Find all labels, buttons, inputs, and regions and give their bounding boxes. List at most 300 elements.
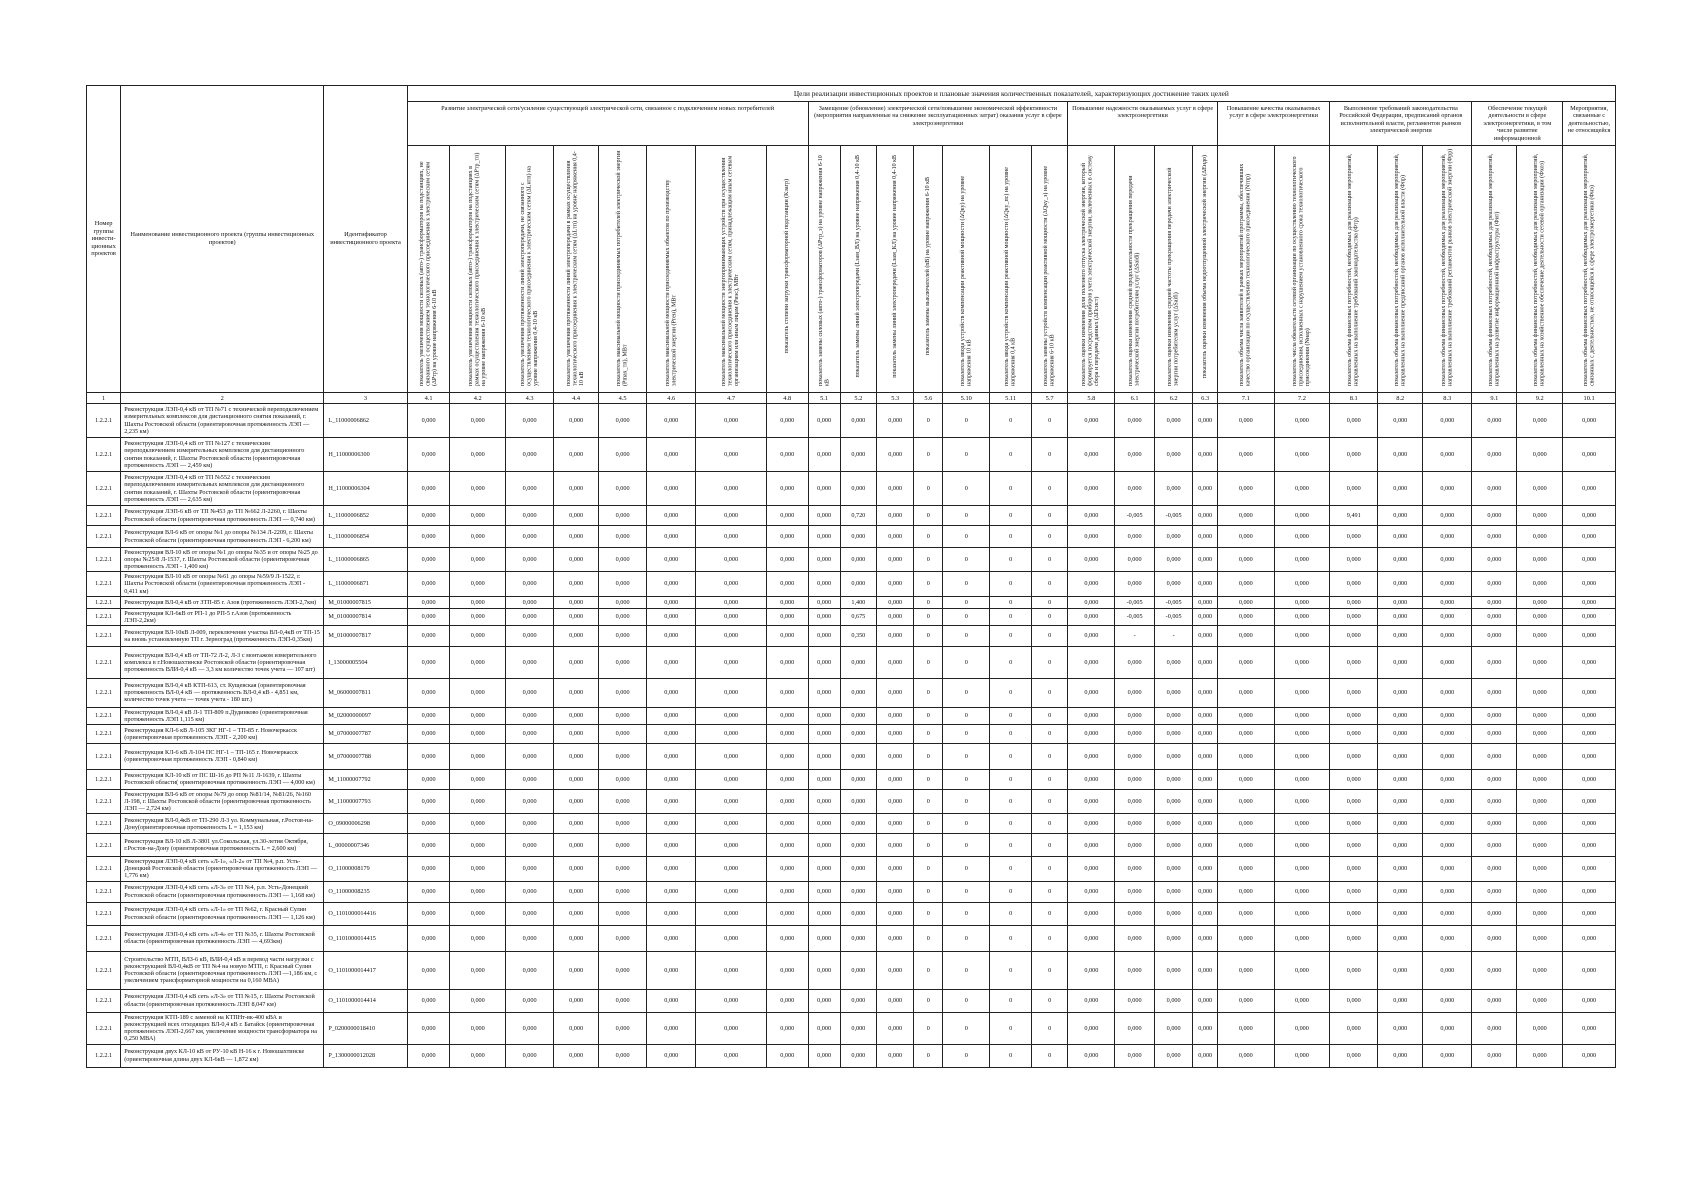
row-value: 0,000 bbox=[1378, 834, 1423, 857]
row-value: 0 bbox=[1031, 1044, 1067, 1067]
row-value: 0,000 bbox=[696, 989, 767, 1012]
row-value: 0,000 bbox=[1330, 596, 1378, 608]
row-value: 0,000 bbox=[1217, 526, 1274, 548]
column-header-text: показатель объема числа заявителей в рамках мероприятий программы, обеспечивших качество организации по осуществлению технологического присоединения (Nтпр) bbox=[1239, 163, 1252, 386]
row-value: 0,000 bbox=[1217, 769, 1274, 789]
column-number: 5.1 bbox=[808, 393, 840, 404]
column-number: 10.1 bbox=[1563, 393, 1616, 404]
row-value: 0,000 bbox=[1274, 625, 1330, 646]
column-number: 4.2 bbox=[450, 393, 506, 404]
table-row bbox=[87, 1044, 1616, 1067]
row-project-name: Реконструкция ВЛ-0,4 кВ от ЗТП-85 г. Азов (протяженность ЛЭП-2,7км) bbox=[121, 596, 324, 608]
row-value: 0,000 bbox=[840, 548, 876, 572]
row-value: 0,000 bbox=[696, 743, 767, 769]
row-value: 0,000 bbox=[1472, 834, 1517, 857]
row-value: 0,000 bbox=[1274, 678, 1330, 707]
row-project-name: Реконструкция ЛЭП-0,4 кВ сеть «Л-3» от ТП №4, р.п. Усть-Донецкий Ростовской области (ориентировочная протяженность ЛЭП — 1,168 км) bbox=[121, 881, 324, 902]
row-value: 0,000 bbox=[1193, 548, 1218, 572]
row-value: 0,000 bbox=[450, 881, 506, 902]
header-project-id: Идентификатор инвестиционного проекта bbox=[324, 86, 407, 393]
row-value: 0,000 bbox=[450, 548, 506, 572]
column-header bbox=[943, 146, 990, 393]
column-header bbox=[1517, 146, 1563, 393]
row-value: 0,000 bbox=[1193, 1012, 1218, 1044]
row-value: 0,000 bbox=[1517, 548, 1563, 572]
row-value: 0,000 bbox=[1423, 925, 1472, 951]
column-header-text: показатель замены силовых (авто-) трансформаторов (ΔPтр_з) на уровне напряжения 6-10 кВ bbox=[817, 154, 831, 386]
row-value: 0,000 bbox=[407, 857, 450, 881]
row-value: 0,000 bbox=[1378, 625, 1423, 646]
row-value: 0,000 bbox=[1274, 608, 1330, 625]
row-project-id: M_11000007792 bbox=[324, 769, 407, 789]
row-group-number: 1.2.2.1 bbox=[87, 608, 121, 625]
row-value: 0,000 bbox=[506, 881, 554, 902]
row-value: 0,000 bbox=[1115, 707, 1155, 724]
row-value: 0,000 bbox=[1517, 902, 1563, 925]
row-value: 0,675 bbox=[840, 608, 876, 625]
row-value: 0,000 bbox=[1517, 625, 1563, 646]
row-value: 0,000 bbox=[1517, 724, 1563, 743]
row-value: 0,000 bbox=[1378, 438, 1423, 472]
row-value: 0,000 bbox=[1193, 608, 1218, 625]
row-project-id: O_1101000014416 bbox=[324, 902, 407, 925]
row-value: 0,000 bbox=[1472, 572, 1517, 596]
row-value: 0,000 bbox=[407, 472, 450, 506]
column-header-text: показатель объема финансовых потребностей, необходимых для реализации мероприятий, направленных на хозяйственное обеспечение деятельности сетевой организации (Фхоз) bbox=[1533, 153, 1546, 386]
row-value: 0,000 bbox=[808, 404, 840, 438]
row-value: 0,000 bbox=[766, 769, 808, 789]
row-value: 0,000 bbox=[1330, 769, 1378, 789]
row-value: 0,000 bbox=[599, 404, 647, 438]
row-value: 0,000 bbox=[1193, 724, 1218, 743]
row-value: 0,000 bbox=[840, 438, 876, 472]
row-value: 0,000 bbox=[876, 548, 913, 572]
row-value: 0,000 bbox=[1115, 743, 1155, 769]
row-project-id: M_07000007788 bbox=[324, 743, 407, 769]
row-value: 0,000 bbox=[696, 625, 767, 646]
row-project-id: L_00000007346 bbox=[324, 834, 407, 857]
row-project-name: Реконструкция ЛЭП-0,4 кВ сеть «Л-3» от ТП №15, г. Шахты Ростовской области (ориентировочная протяженность ЛЭП 8,047 км) bbox=[121, 989, 324, 1012]
row-value: 0,000 bbox=[1423, 789, 1472, 813]
row-value: 0,000 bbox=[1115, 814, 1155, 834]
row-value: 0,000 bbox=[1217, 548, 1274, 572]
row-value: 0 bbox=[990, 625, 1032, 646]
row-value: 0,000 bbox=[1378, 548, 1423, 572]
row-value: 0,000 bbox=[599, 646, 647, 678]
row-value: 0,000 bbox=[1193, 834, 1218, 857]
table-row bbox=[87, 857, 1616, 881]
row-value: 0 bbox=[914, 596, 943, 608]
column-number: 5.6 bbox=[914, 393, 943, 404]
column-number: 4.6 bbox=[647, 393, 696, 404]
row-value: 9,491 bbox=[1330, 506, 1378, 526]
row-value: 0,000 bbox=[1154, 1044, 1192, 1067]
row-value: 0,000 bbox=[1378, 881, 1423, 902]
row-project-name: Реконструкция ВЛ-0,4 кВ КТП-613, ст. Кущевская (ориентировочная протяженность ВЛ-0,4 кВ — протяженность ВЛ-0,4 кВ - 4,851 км, количество точек учета — точек учета - 180 шт.) bbox=[121, 678, 324, 707]
row-value: 0,000 bbox=[554, 678, 599, 707]
row-value: 0,000 bbox=[450, 596, 506, 608]
row-value: 0,000 bbox=[1154, 572, 1192, 596]
column-number: 5.11 bbox=[990, 393, 1032, 404]
row-value: 0,000 bbox=[1115, 1012, 1155, 1044]
row-value: 0,000 bbox=[1378, 743, 1423, 769]
column-header bbox=[554, 146, 599, 393]
row-value: 0,000 bbox=[1472, 548, 1517, 572]
row-value: 0,000 bbox=[1274, 526, 1330, 548]
row-value: 0,000 bbox=[1563, 548, 1616, 572]
investment-table bbox=[86, 85, 1616, 1068]
row-value: 0,000 bbox=[1274, 572, 1330, 596]
row-value: 0,000 bbox=[1517, 404, 1563, 438]
row-value: 0,000 bbox=[1154, 404, 1192, 438]
row-value: 0,000 bbox=[876, 608, 913, 625]
row-value: 0,000 bbox=[407, 404, 450, 438]
row-project-id: M_07000007787 bbox=[324, 724, 407, 743]
row-value: 0,000 bbox=[1472, 724, 1517, 743]
row-value: 0,000 bbox=[1193, 526, 1218, 548]
row-value: 0,000 bbox=[1154, 834, 1192, 857]
row-project-id: L_11000006854 bbox=[324, 526, 407, 548]
column-header bbox=[1472, 146, 1517, 393]
row-project-id: P_0200000018410 bbox=[324, 1012, 407, 1044]
column-header-text: показатель объема финансовых потребностей, необходимых для реализации мероприятий, связанных с деятельностью, не относящейся к сфере электроэнергетики (Фнэ) bbox=[1582, 153, 1596, 386]
row-value: 0,000 bbox=[1154, 925, 1192, 951]
row-value: 0,000 bbox=[1330, 646, 1378, 678]
row-value: 0,000 bbox=[407, 548, 450, 572]
row-value: 0,000 bbox=[1217, 881, 1274, 902]
row-value: 0,000 bbox=[1217, 707, 1274, 724]
row-value: 0,000 bbox=[554, 572, 599, 596]
row-value: 0,000 bbox=[407, 789, 450, 813]
table-row bbox=[87, 902, 1616, 925]
row-value: 0,000 bbox=[1274, 814, 1330, 834]
row-value: 0,000 bbox=[1563, 506, 1616, 526]
row-value: 0 bbox=[990, 902, 1032, 925]
row-value: 0,000 bbox=[840, 814, 876, 834]
row-value: 0,000 bbox=[1115, 472, 1155, 506]
row-value: 0,000 bbox=[506, 646, 554, 678]
row-value: 0,000 bbox=[808, 989, 840, 1012]
row-value: 0,000 bbox=[1330, 724, 1378, 743]
row-value: 0,000 bbox=[599, 608, 647, 625]
row-value: 0,000 bbox=[450, 707, 506, 724]
row-value: 0 bbox=[914, 646, 943, 678]
column-header bbox=[696, 146, 767, 393]
row-value: 0 bbox=[943, 625, 990, 646]
row-value: 0,000 bbox=[599, 743, 647, 769]
row-value: 0,000 bbox=[407, 724, 450, 743]
row-value: 0,000 bbox=[1423, 857, 1472, 881]
row-value: 0,000 bbox=[1068, 989, 1115, 1012]
row-value: 0,000 bbox=[1378, 596, 1423, 608]
row-value: 0 bbox=[1031, 814, 1067, 834]
row-value: 0,000 bbox=[808, 1044, 840, 1067]
row-value: 0,000 bbox=[1193, 881, 1218, 902]
column-header-text: показатель увеличения мощности силовых (авто-) трансформаторов на подстанциях в рамках осуществления технологического присоединения к электрическим сетям (ΔPтр_тп) на уровне напряжения 6-10 кВ bbox=[467, 152, 488, 386]
row-value: 0,000 bbox=[876, 646, 913, 678]
row-value: 0,000 bbox=[1378, 769, 1423, 789]
row-value: 0 bbox=[990, 472, 1032, 506]
row-value: 0,000 bbox=[1274, 472, 1330, 506]
row-value: 0,000 bbox=[1115, 404, 1155, 438]
row-value: 0 bbox=[990, 724, 1032, 743]
row-value: 0,000 bbox=[647, 769, 696, 789]
row-value: 0,000 bbox=[407, 834, 450, 857]
table-row bbox=[87, 925, 1616, 951]
row-value: 0,000 bbox=[1115, 526, 1155, 548]
row-value: 0,000 bbox=[876, 526, 913, 548]
row-value: 0,000 bbox=[450, 951, 506, 989]
row-value: 0,000 bbox=[647, 789, 696, 813]
row-value: 0,000 bbox=[1193, 572, 1218, 596]
row-value: 0,000 bbox=[1517, 678, 1563, 707]
row-value: 0,000 bbox=[876, 989, 913, 1012]
row-value: 0,000 bbox=[1217, 506, 1274, 526]
row-value: 0,000 bbox=[766, 572, 808, 596]
row-value: 0,000 bbox=[647, 596, 696, 608]
row-value: 0 bbox=[943, 404, 990, 438]
row-value: 0,000 bbox=[808, 789, 840, 813]
row-project-name: Реконструкция ВЛ-6 кВ от опоры №1 до опоры №134 Л-2209, г. Шахты Ростовской области (ориентировочная протяженность ЛЭП - 6,200 км) bbox=[121, 526, 324, 548]
row-value: 0,350 bbox=[840, 625, 876, 646]
row-value: 0,000 bbox=[1193, 925, 1218, 951]
row-value: 0,000 bbox=[506, 724, 554, 743]
row-value: 0,000 bbox=[554, 506, 599, 526]
row-project-name: Реконструкция КТП-189 с заменой на КТПНт-вк-400 кВА и реконструкцией всех отходящих ВЛ-0,4 кВ г. Батайск (ориентировочная протяженность ЛЭП-2,667 км, увеличение мощности трансформатора на 0,250 МВА) bbox=[121, 1012, 324, 1044]
row-value: 0,000 bbox=[647, 951, 696, 989]
row-value: 0,000 bbox=[554, 989, 599, 1012]
row-value: 0,000 bbox=[1563, 769, 1616, 789]
row-value: 0,000 bbox=[876, 789, 913, 813]
row-value: 0,000 bbox=[1563, 789, 1616, 813]
row-value: 0,000 bbox=[876, 678, 913, 707]
column-header bbox=[1068, 146, 1115, 393]
row-value: 0,000 bbox=[1517, 951, 1563, 989]
row-project-name: Реконструкция ВЛ-10 кВ Л-3801 ул.Сокольская, ул.30-летия Октября, г.Ростов-на-Дону (ориентировочная протяженность L = 2,600 км) bbox=[121, 834, 324, 857]
row-group-number: 1.2.2.1 bbox=[87, 625, 121, 646]
row-value: 0,000 bbox=[554, 814, 599, 834]
row-value: 0,000 bbox=[1472, 646, 1517, 678]
row-value: 0,000 bbox=[1068, 834, 1115, 857]
row-value: 0,000 bbox=[450, 438, 506, 472]
column-number: 5.2 bbox=[840, 393, 876, 404]
row-value: 0,000 bbox=[1423, 608, 1472, 625]
column-header bbox=[876, 146, 913, 393]
row-value: 0,000 bbox=[1472, 404, 1517, 438]
row-value: 0,000 bbox=[1068, 743, 1115, 769]
row-value: 0,000 bbox=[766, 989, 808, 1012]
row-value: 0,000 bbox=[808, 857, 840, 881]
row-value: 0,000 bbox=[1330, 548, 1378, 572]
row-value: 0,000 bbox=[450, 506, 506, 526]
row-value: 0 bbox=[943, 526, 990, 548]
row-value: 0,000 bbox=[696, 925, 767, 951]
row-value: 0,000 bbox=[876, 814, 913, 834]
row-value: 0,000 bbox=[1193, 438, 1218, 472]
row-value: 0,000 bbox=[696, 724, 767, 743]
row-value: 0,000 bbox=[554, 608, 599, 625]
row-value: 0,000 bbox=[554, 925, 599, 951]
row-value: 0,000 bbox=[506, 608, 554, 625]
row-value: 0 bbox=[943, 881, 990, 902]
row-value: 0 bbox=[1031, 548, 1067, 572]
row-value: 0 bbox=[914, 989, 943, 1012]
row-value: 0,000 bbox=[1517, 608, 1563, 625]
row-value: 0,000 bbox=[1517, 526, 1563, 548]
row-value: 0 bbox=[943, 814, 990, 834]
row-value: 0,000 bbox=[808, 438, 840, 472]
row-value: 0 bbox=[1031, 902, 1067, 925]
row-value: 0 bbox=[943, 438, 990, 472]
row-value: 0 bbox=[990, 769, 1032, 789]
row-group-number: 1.2.2.1 bbox=[87, 925, 121, 951]
row-value: 0,000 bbox=[1423, 548, 1472, 572]
row-value: 0,000 bbox=[876, 724, 913, 743]
row-value: 0,000 bbox=[407, 925, 450, 951]
column-number: 4.7 bbox=[696, 393, 767, 404]
row-value: 0,000 bbox=[876, 881, 913, 902]
row-value: 0 bbox=[914, 857, 943, 881]
row-value: 0,000 bbox=[766, 951, 808, 989]
row-value: 0,000 bbox=[1378, 526, 1423, 548]
row-value: 0,000 bbox=[1193, 404, 1218, 438]
row-value: 0,000 bbox=[1193, 678, 1218, 707]
row-value: 0,000 bbox=[808, 608, 840, 625]
row-value: 0 bbox=[990, 743, 1032, 769]
row-value: 0,000 bbox=[647, 989, 696, 1012]
row-value: 0,000 bbox=[1563, 678, 1616, 707]
table-row bbox=[87, 438, 1616, 472]
group-header-non-core: Мероприятия, связанные с деятельностью, не относящейся bbox=[1563, 102, 1616, 146]
column-number: 5.7 bbox=[1031, 393, 1067, 404]
row-value: 0,000 bbox=[1068, 678, 1115, 707]
row-value: 0,000 bbox=[1274, 1044, 1330, 1067]
investment-table-document bbox=[86, 85, 1616, 1068]
table-row bbox=[87, 834, 1616, 857]
row-value: 0,000 bbox=[1563, 438, 1616, 472]
row-value: 0,000 bbox=[450, 678, 506, 707]
row-value: 0,000 bbox=[1472, 472, 1517, 506]
column-header bbox=[407, 146, 450, 393]
column-header bbox=[766, 146, 808, 393]
row-value: 0,000 bbox=[1563, 1044, 1616, 1067]
row-value: 0,000 bbox=[808, 814, 840, 834]
row-value: 0,000 bbox=[766, 625, 808, 646]
row-project-id: H_11000006300 bbox=[324, 438, 407, 472]
table-row bbox=[87, 472, 1616, 506]
row-value: 0,000 bbox=[1330, 472, 1378, 506]
column-number: 8.1 bbox=[1330, 393, 1378, 404]
row-value: 0,000 bbox=[1154, 769, 1192, 789]
column-header-text: показатель увеличения протяженности линий электропередачи в рамках осуществления технологического присоединения к электрическим сетям (ΔLтп) на уровне напряжения 0,4-10 кВ bbox=[566, 150, 586, 386]
column-number: 6.3 bbox=[1193, 393, 1218, 404]
column-header bbox=[1378, 146, 1423, 393]
row-value: 0,000 bbox=[696, 646, 767, 678]
row-value: 0,000 bbox=[599, 572, 647, 596]
row-value: 0,000 bbox=[407, 506, 450, 526]
row-group-number: 1.2.2.1 bbox=[87, 1012, 121, 1044]
row-value: 0 bbox=[943, 506, 990, 526]
row-project-name: Реконструкция КЛ-6кВ от РП-1 до РП-5 г.Азов (протяженность ЛЭП-2,2км) bbox=[121, 608, 324, 625]
row-value: 0,000 bbox=[696, 596, 767, 608]
row-value: 0,000 bbox=[1472, 608, 1517, 625]
row-value: 0,000 bbox=[450, 857, 506, 881]
row-value: 0 bbox=[990, 857, 1032, 881]
header-project-name: Наименование инвестиционного проекта (группы инвестиционных проектов) bbox=[121, 86, 324, 393]
row-value: 0,000 bbox=[1274, 724, 1330, 743]
row-value: 0 bbox=[990, 608, 1032, 625]
row-value: 0,000 bbox=[1563, 707, 1616, 724]
row-value: 0,000 bbox=[1115, 1044, 1155, 1067]
row-value: - bbox=[1154, 625, 1192, 646]
row-value: 0,000 bbox=[450, 925, 506, 951]
row-value: 0,000 bbox=[1423, 707, 1472, 724]
row-value: 0,000 bbox=[1068, 707, 1115, 724]
row-value: 0,000 bbox=[1378, 404, 1423, 438]
row-group-number: 1.2.2.1 bbox=[87, 548, 121, 572]
row-project-name: Реконструкция двух КЛ-10 кВ от РУ-10 кВ Н-16 к г. Новошахтинске (ориентировочная длина двух КЛ-6кВ — 1,872 км) bbox=[121, 1044, 324, 1067]
row-value: 0,000 bbox=[647, 646, 696, 678]
row-value: 0,000 bbox=[1115, 789, 1155, 813]
row-value: 0,000 bbox=[450, 989, 506, 1012]
row-value: 0,000 bbox=[1217, 925, 1274, 951]
row-value: 0,000 bbox=[1472, 769, 1517, 789]
table-row bbox=[87, 743, 1616, 769]
row-value: 0,000 bbox=[1154, 881, 1192, 902]
row-value: 0,000 bbox=[1330, 881, 1378, 902]
row-group-number: 1.2.2.1 bbox=[87, 707, 121, 724]
row-value: 0 bbox=[943, 572, 990, 596]
row-value: 0,000 bbox=[876, 572, 913, 596]
row-value: 0,000 bbox=[506, 548, 554, 572]
row-value: 0,000 bbox=[1378, 857, 1423, 881]
row-value: 0,000 bbox=[808, 902, 840, 925]
row-value: 0,000 bbox=[647, 834, 696, 857]
row-value: 0,000 bbox=[1330, 572, 1378, 596]
column-header bbox=[1217, 146, 1274, 393]
row-value: 0,000 bbox=[407, 951, 450, 989]
row-project-name: Реконструкция ВЛ-0,4 кВ Л-1 ТП-809 п.Дудинково (ориентировочная протяженность ЛЭП 1,115 км) bbox=[121, 707, 324, 724]
row-value: 0,000 bbox=[1330, 526, 1378, 548]
row-project-name: Реконструкция ВЛ-10 кВ от опоры №1 до опоры №35 и от опоры №25 до опоры №25/8 Л-1537, г. Шахты Ростовской области (ориентировочная протяженность ЛЭП - 1,400 км) bbox=[121, 548, 324, 572]
row-value: 0 bbox=[943, 724, 990, 743]
row-value: 0,000 bbox=[1115, 678, 1155, 707]
column-header-text: показатель объема финансовых потребностей, необходимых для реализации мероприятий, направленных на выполнение требований регламентов рынков электрической энергии (Фрр) bbox=[1440, 148, 1454, 386]
row-value: 0,000 bbox=[840, 678, 876, 707]
row-value: 0,000 bbox=[647, 438, 696, 472]
row-value: 0,000 bbox=[808, 548, 840, 572]
row-value: 0,000 bbox=[1472, 438, 1517, 472]
column-header bbox=[1193, 146, 1218, 393]
column-header bbox=[914, 146, 943, 393]
row-group-number: 1.2.2.1 bbox=[87, 1044, 121, 1067]
table-row bbox=[87, 506, 1616, 526]
row-value: 0,000 bbox=[808, 769, 840, 789]
row-value: 0,000 bbox=[696, 572, 767, 596]
row-value: 0 bbox=[990, 548, 1032, 572]
row-value: 0,000 bbox=[876, 925, 913, 951]
row-value: 0,000 bbox=[1517, 438, 1563, 472]
table-row bbox=[87, 572, 1616, 596]
row-value: 0,000 bbox=[450, 404, 506, 438]
row-project-id: M_01000007814 bbox=[324, 608, 407, 625]
row-value: 0,000 bbox=[840, 789, 876, 813]
row-value: 0,000 bbox=[696, 789, 767, 813]
row-project-name: Реконструкция ВЛ-0,4 кВ от ТП-72 Л-2, Л-3 с монтажом измерительного комплекса в г.Новошахтинске Ростовской области (ориентировочная протяженность ВЛИ-0,4 кВ — 3,3 км количество точек учета — 107 шт) bbox=[121, 646, 324, 678]
row-value: 0,000 bbox=[1423, 596, 1472, 608]
row-value: 0,000 bbox=[1330, 789, 1378, 813]
row-value: 0,000 bbox=[1330, 1012, 1378, 1044]
